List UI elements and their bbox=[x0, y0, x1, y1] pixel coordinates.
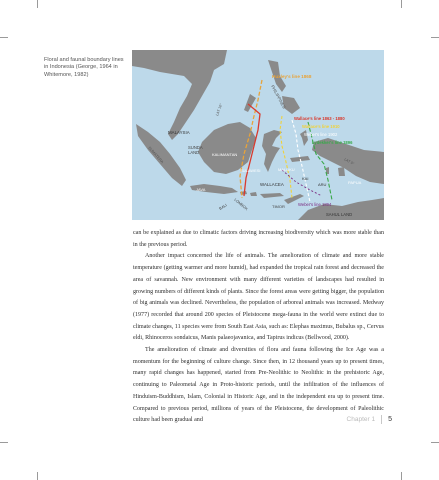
body-text bbox=[133, 228, 384, 427]
label-lombok: LOMBOK bbox=[233, 197, 249, 212]
caption-line: Floral and faunal boundary lines bbox=[44, 57, 124, 63]
caption-line: Whitemore, 1982) bbox=[44, 71, 89, 78]
crop-mark bbox=[401, 472, 402, 480]
label-timor: TIMOR bbox=[272, 204, 285, 209]
land-kalimantan bbox=[198, 122, 256, 174]
label-weber-1894: Weber's line 1894 bbox=[298, 202, 332, 207]
chapter-label: Chapter 1 bbox=[346, 416, 376, 423]
label-kai: KAI bbox=[302, 176, 309, 181]
land-nusa-tenggara bbox=[260, 193, 284, 198]
map-svg bbox=[132, 50, 384, 220]
crop-mark bbox=[0, 442, 8, 443]
paragraph-culture: The amelioration of climate and diversities of flora and fauna following the Ice Age was a momentum for the beginning of culture change. Since then, in 12 thousand years up to present times, many rapid changes has happened, started from Pre-Neolithic to Neolithic in the prehistoric Age, continuing to Paleometal Age in Proto-historic periods, until the infiltration of the influences of Hinduism-Buddhism, Islam, Colonial in Historic Age, and in the independent era up to present time. Compared to previous period, millions of years of the Pleistocene, the development of Paleolithic culture had been gradual and bbox=[133, 347, 384, 424]
weber-1894-line bbox=[282, 170, 322, 196]
label-lydekker: Lydekker's line 1896 bbox=[312, 140, 353, 145]
land-aru bbox=[338, 167, 345, 176]
label-wallace-1863: Wallace's line 1863 - 1880 bbox=[294, 116, 345, 121]
label-maluku: MALUKU bbox=[278, 167, 295, 172]
paragraph-animals: Another impact concerned the life of animals. The amelioration of climate and more stable temperature (getting warmer and more humid), had expanded the tropical rain forest and decreased the area of savannah. New environment with many different varieties of landscapes had resulted in growing numbers of different kinds of plants. Since the forest areas were getting bigger, the population of big animals was declined. Nevertheless, the population of arboreal animals was increased. Medway (1977) recorded that around 200 species of Pleistocene mega-fauna in the world were extinct due to climate changes, 11 species were from South East Asia, such as: Elephas maximus, Bubalus sp., Cervus eldi, Rhinoceros sondaicus, Manis palaeojavanica, and Tapirus indicus (Bellwood, 2000). bbox=[133, 253, 385, 342]
label-sulawesi: SULAWESI bbox=[240, 168, 261, 173]
crop-mark bbox=[0, 37, 8, 38]
crop-mark bbox=[401, 0, 402, 8]
label-sahul-land: SAHUL LAND bbox=[326, 212, 353, 217]
biogeographic-map bbox=[132, 50, 384, 220]
label-kalimantan: KALIMANTAN bbox=[212, 152, 238, 157]
paragraph-continuation: can be explained as due to climatic factors driving increasing biodiversity which was more stable than in the previous period. bbox=[133, 230, 384, 248]
crop-mark bbox=[431, 37, 439, 38]
label-sumatera: SUMATERA bbox=[147, 145, 165, 165]
label-bali: BALI bbox=[218, 203, 228, 211]
label-papua: PAPUA bbox=[348, 180, 362, 185]
figure-caption bbox=[44, 57, 124, 79]
land-masses bbox=[132, 50, 384, 220]
label-java: JAVA bbox=[196, 187, 206, 192]
footer-divider bbox=[381, 415, 382, 424]
page-footer bbox=[347, 415, 392, 424]
label-wallace-1910: Wallace's line 1910 bbox=[302, 124, 340, 129]
land-lombok bbox=[250, 192, 257, 196]
label-lat-top: LAT 10° bbox=[215, 103, 224, 117]
label-huxley: Huxley's line 1868 bbox=[272, 74, 312, 79]
caption-line: in Indonesia (George, 1964 in bbox=[44, 64, 118, 71]
crop-mark bbox=[431, 442, 439, 443]
label-malaysia: MALAYSIA bbox=[168, 130, 190, 135]
label-sunda-land-2: LAND bbox=[188, 150, 200, 155]
land-mainland bbox=[132, 50, 227, 140]
label-philippines: PHILIPPINES bbox=[270, 84, 287, 110]
land-sulawesi bbox=[262, 130, 282, 172]
label-sunda-land-1: SUNDA bbox=[188, 145, 203, 150]
label-wallacea: WALLACEA bbox=[260, 182, 284, 187]
label-lat-right: LAT 0° bbox=[343, 157, 355, 166]
page-number: 5 bbox=[388, 416, 392, 423]
crop-mark bbox=[37, 472, 38, 480]
crop-mark bbox=[37, 0, 38, 8]
label-weber: Weber's line 1902 bbox=[304, 132, 338, 137]
label-aru: ARU bbox=[318, 182, 327, 187]
